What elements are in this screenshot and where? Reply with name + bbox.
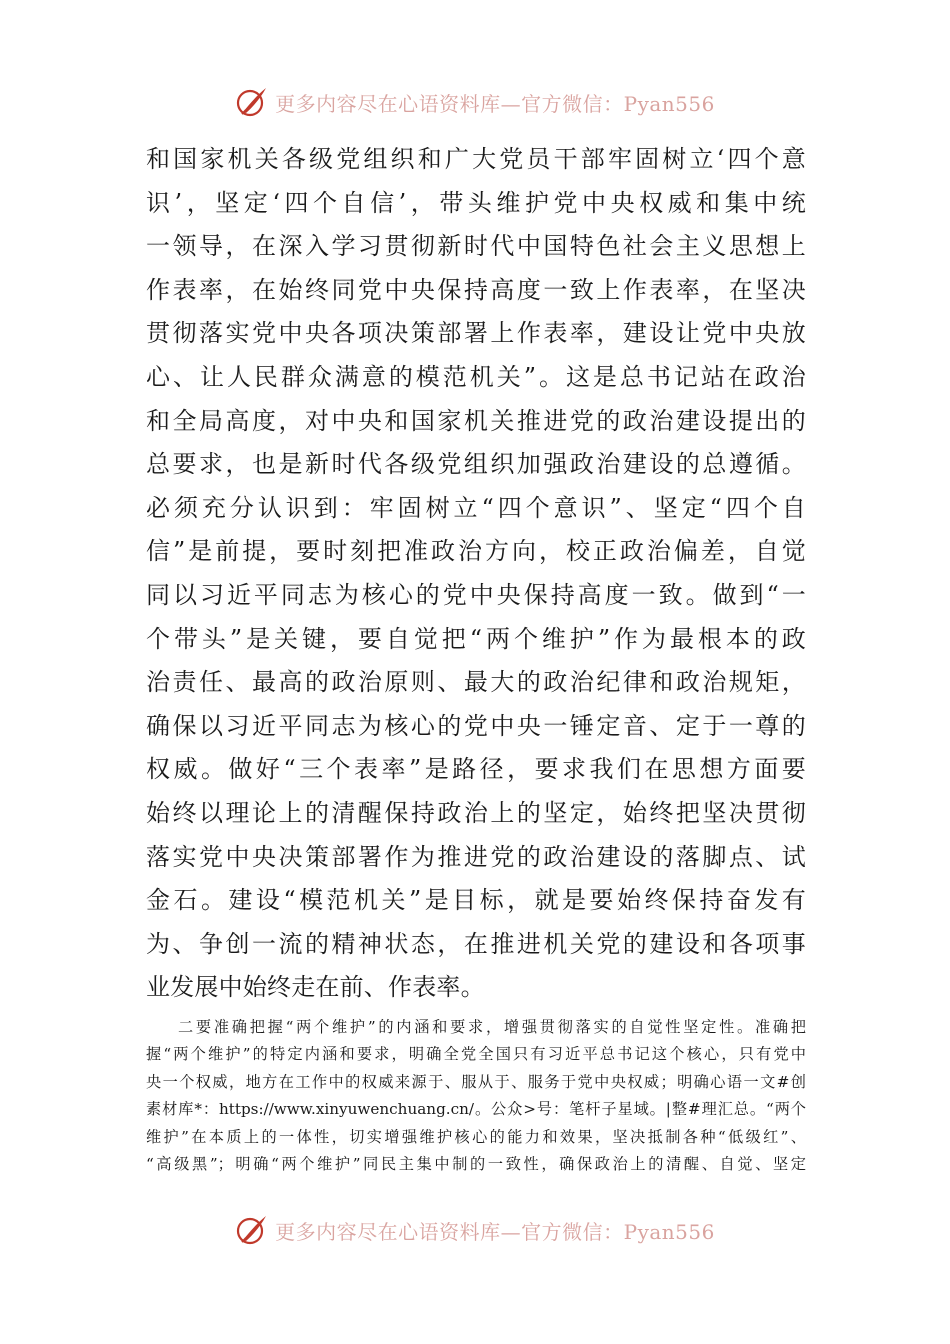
text-line: 同以习近平同志为核心的党中央保持高度一致。做到“一 [146,580,806,609]
text-line: 和国家机关各级党组织和广大党员干部牢固树立‘四个意 [146,145,806,173]
text-line: 和全局高度，对中央和国家机关推进党的政治建设提出的 [146,406,806,435]
text-line: 识’，坚定‘四个自信’，带头维护党中央权威和集中统 [146,188,806,217]
text-line: 落实党中央决策部署作为推进党的政治建设的落脚点、试 [146,842,806,871]
text-line: 素材库*：https://www.xinyuwenchuang.cn/。公众>号：笔杆子星域。|整#理汇总。“两个 [146,1100,806,1119]
text-line: 心、让人民群众满意的模范机关”。这是总书记站在政治 [146,362,806,391]
text-line: 二要准确把握“两个维护”的内涵和要求，增强贯彻落实的自觉性坚定性。准确把 [178,1018,806,1036]
second-paragraph [146,1014,806,1178]
text-line: 握“两个维护”的特定内涵和要求，明确全党全国只有习近平总书记这个核心，只有党中 [146,1045,806,1064]
main-paragraph [146,138,806,1010]
text-line: 必须充分认识到：牢固树立“四个意识”、坚定“四个自 [146,493,806,522]
text-line: 业发展中始终走在前、作表率。 [146,973,485,1002]
header-banner [0,80,950,124]
footer-banner [0,1208,950,1252]
text-line: 一领导，在深入学习贯彻新时代中国特色社会主义思想上 [146,232,806,261]
text-line: 治责任、最高的政治原则、最大的政治纪律和政治规矩， [146,668,806,697]
text-line: 维护”在本质上的一体性，切实增强维护核心的能力和效果，坚决抵制各种“低级红”、 [146,1127,806,1146]
text-line: 权威。做好“三个表率”是路径，要求我们在思想方面要 [146,755,806,784]
text-line: 总要求，也是新时代各级党组织加强政治建设的总遵循。 [146,450,806,479]
text-line: 作表率，在始终同党中央保持高度一致上作表率，在坚决 [146,275,806,304]
text-line: 信”是前提，要时刻把准政治方向，校正政治偏差，自觉 [146,537,806,566]
text-line: 个带头”是关键，要自觉把“两个维护”作为最根本的政 [146,624,806,653]
text-line: 央一个权威，地方在工作中的权威来源于、服从于、服务于党中央权威；明确心语一文#创 [146,1072,806,1091]
text-line: 金石。建设“模范机关”是目标，就是要始终保持奋发有 [146,886,806,915]
banner-text: 更多内容尽在心语资料库—官方微信：Pyan556 [275,1219,715,1244]
text-line: 贯彻落实党中央各项决策部署上作表率，建设让党中央放 [146,319,806,348]
text-line: 确保以习近平同志为核心的党中央一锤定音、定于一尊的 [146,711,806,740]
banner-text: 更多内容尽在心语资料库—官方微信：Pyan556 [275,91,715,116]
quill-pen-logo-icon [235,85,269,119]
quill-pen-logo-icon [235,1213,269,1247]
text-line: 为、争创一流的精神状态，在推进机关党的建设和各项事 [146,929,806,958]
text-line: “高级黑”；明确“两个维护”同民主集中制的一致性，确保政治上的清醒、自觉、坚定 [146,1154,806,1173]
text-line: 始终以理论上的清醒保持政治上的坚定，始终把坚决贯彻 [146,798,806,827]
